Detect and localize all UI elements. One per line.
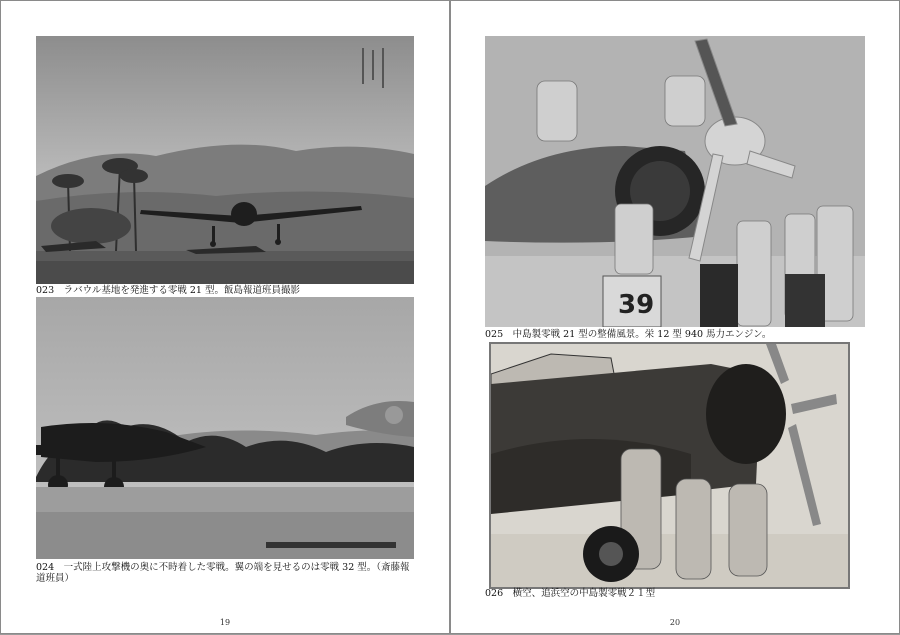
caption-025: 025 中島製零戦 21 型の整備風景。栄 12 型 940 馬力エンジン。 xyxy=(485,329,772,340)
caption-026: 026 横空、追浜空の中島製零戦２１型 xyxy=(485,588,656,599)
caption-024: 024 一式陸上攻撃機の奥に不時着した零戦。翼の端を見せるのは零戦 32 型。（斎藤報道班員） xyxy=(36,562,410,584)
left-page xyxy=(1,1,449,633)
right-page xyxy=(451,1,899,633)
photo-026-nakajima-zero xyxy=(489,342,850,589)
photo-024-crashed-zero xyxy=(36,297,414,559)
drum-number-39: 39 xyxy=(618,290,655,320)
photo-025-zero-maintenance xyxy=(485,36,865,327)
photo-023-zero-takeoff xyxy=(36,36,414,284)
page-number: 20 xyxy=(669,618,681,627)
page-number: 19 xyxy=(219,618,231,627)
caption-023: 023 ラバウル基地を発進する零戦 21 型。飯島報道班員撮影 xyxy=(36,285,300,296)
